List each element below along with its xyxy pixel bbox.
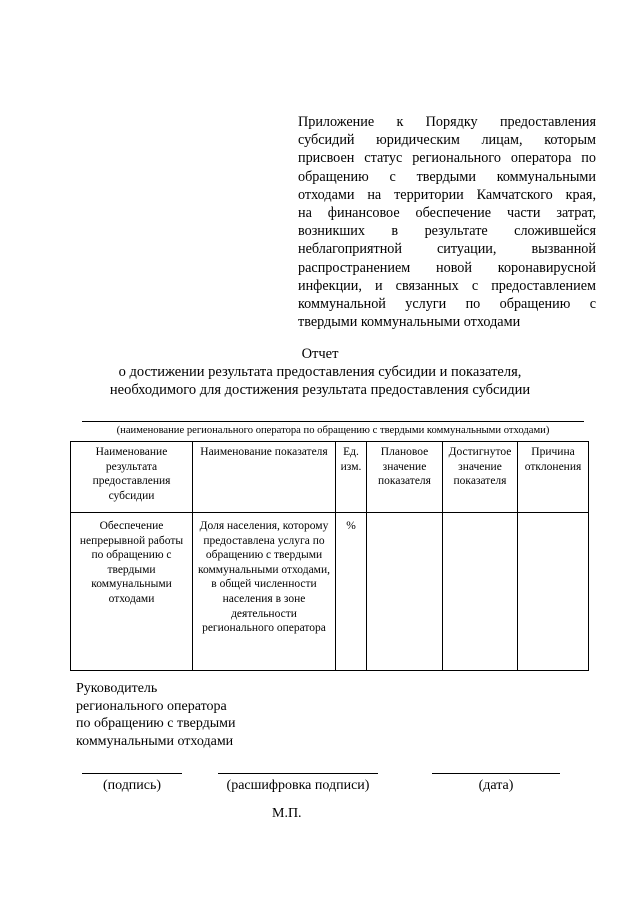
appendix-note [298, 113, 596, 331]
appendix-line: твердыми коммунальными отходами [298, 314, 521, 331]
cell-unit: % [336, 513, 367, 671]
stamp-place: М.П. [272, 806, 302, 821]
operator-name-line[interactable] [82, 421, 584, 422]
appendix-line: неблагоприятной ситуации, вызванной [298, 241, 596, 258]
cell-planned-value[interactable] [367, 513, 443, 671]
operator-name-caption: (наименование регионального оператора по обращению с твердыми коммунальными отходами) [116, 425, 550, 436]
appendix-line: коммунальной услуги по обращению с [298, 296, 596, 313]
cell-deviation-reason[interactable] [518, 513, 589, 671]
appendix-line: возникших в результате сложившейся [298, 223, 596, 240]
appendix-line: на финансовое обеспечение части затрат, [298, 205, 596, 222]
appendix-line: субсидий юридическим лицам, которым [298, 132, 596, 149]
date-line[interactable] [432, 773, 560, 774]
signature-caption: (подпись) [102, 778, 162, 793]
cell-result-name: Обеспечение непрерывной работы по обращению с твердыми коммунальными отходами [71, 513, 193, 671]
date-caption: (дата) [478, 778, 514, 793]
appendix-line: обращению с твердыми коммунальными [298, 168, 596, 185]
report-title: Отчет [301, 346, 339, 362]
cell-indicator-name: Доля населения, которому предоставлена услуга по обращению с твердыми коммунальными отходами, в общей численности населения в зоне деятельности регионального оператора [193, 513, 336, 671]
appendix-line: распространением новой коронавирусной [298, 259, 596, 276]
signer-block [76, 680, 236, 750]
appendix-line: отходами на территории Камчатского края, [298, 186, 596, 203]
signature-name-caption: (расшифровка подписи) [226, 778, 370, 793]
table-row [71, 513, 589, 671]
signer-line: Руководитель [76, 681, 158, 696]
cell-achieved-value[interactable] [443, 513, 518, 671]
report-subtitle: о достижении результата предоставления субсидии и показателя, [118, 364, 522, 380]
signer-line: регионального оператора [76, 698, 227, 714]
report-table [70, 441, 589, 671]
signature-name-line[interactable] [218, 773, 378, 774]
appendix-line: присвоен статус регионального оператора по [298, 150, 596, 167]
appendix-line: Приложение к Порядку предоставления [298, 114, 596, 130]
report-subtitle: необходимого для достижения результата предоставления субсидии [109, 382, 531, 398]
signer-line: коммунальными отходами [76, 733, 234, 749]
header-achieved-value: Достигнутое значение показателя [443, 442, 518, 513]
header-indicator-name: Наименование показателя [193, 442, 336, 513]
header-result-name: Наименование результата предоставления субсидии [71, 442, 193, 513]
appendix-line: инфекции, и связанных с предоставлением [298, 277, 596, 294]
header-planned-value: Плановое значение показателя [367, 442, 443, 513]
header-unit: Ед. изм. [336, 442, 367, 513]
table-header-row [71, 442, 589, 513]
signature-line[interactable] [82, 773, 182, 774]
signer-line: по обращению с твердыми [76, 716, 236, 731]
header-deviation-reason: Причина отклонения [518, 442, 589, 513]
